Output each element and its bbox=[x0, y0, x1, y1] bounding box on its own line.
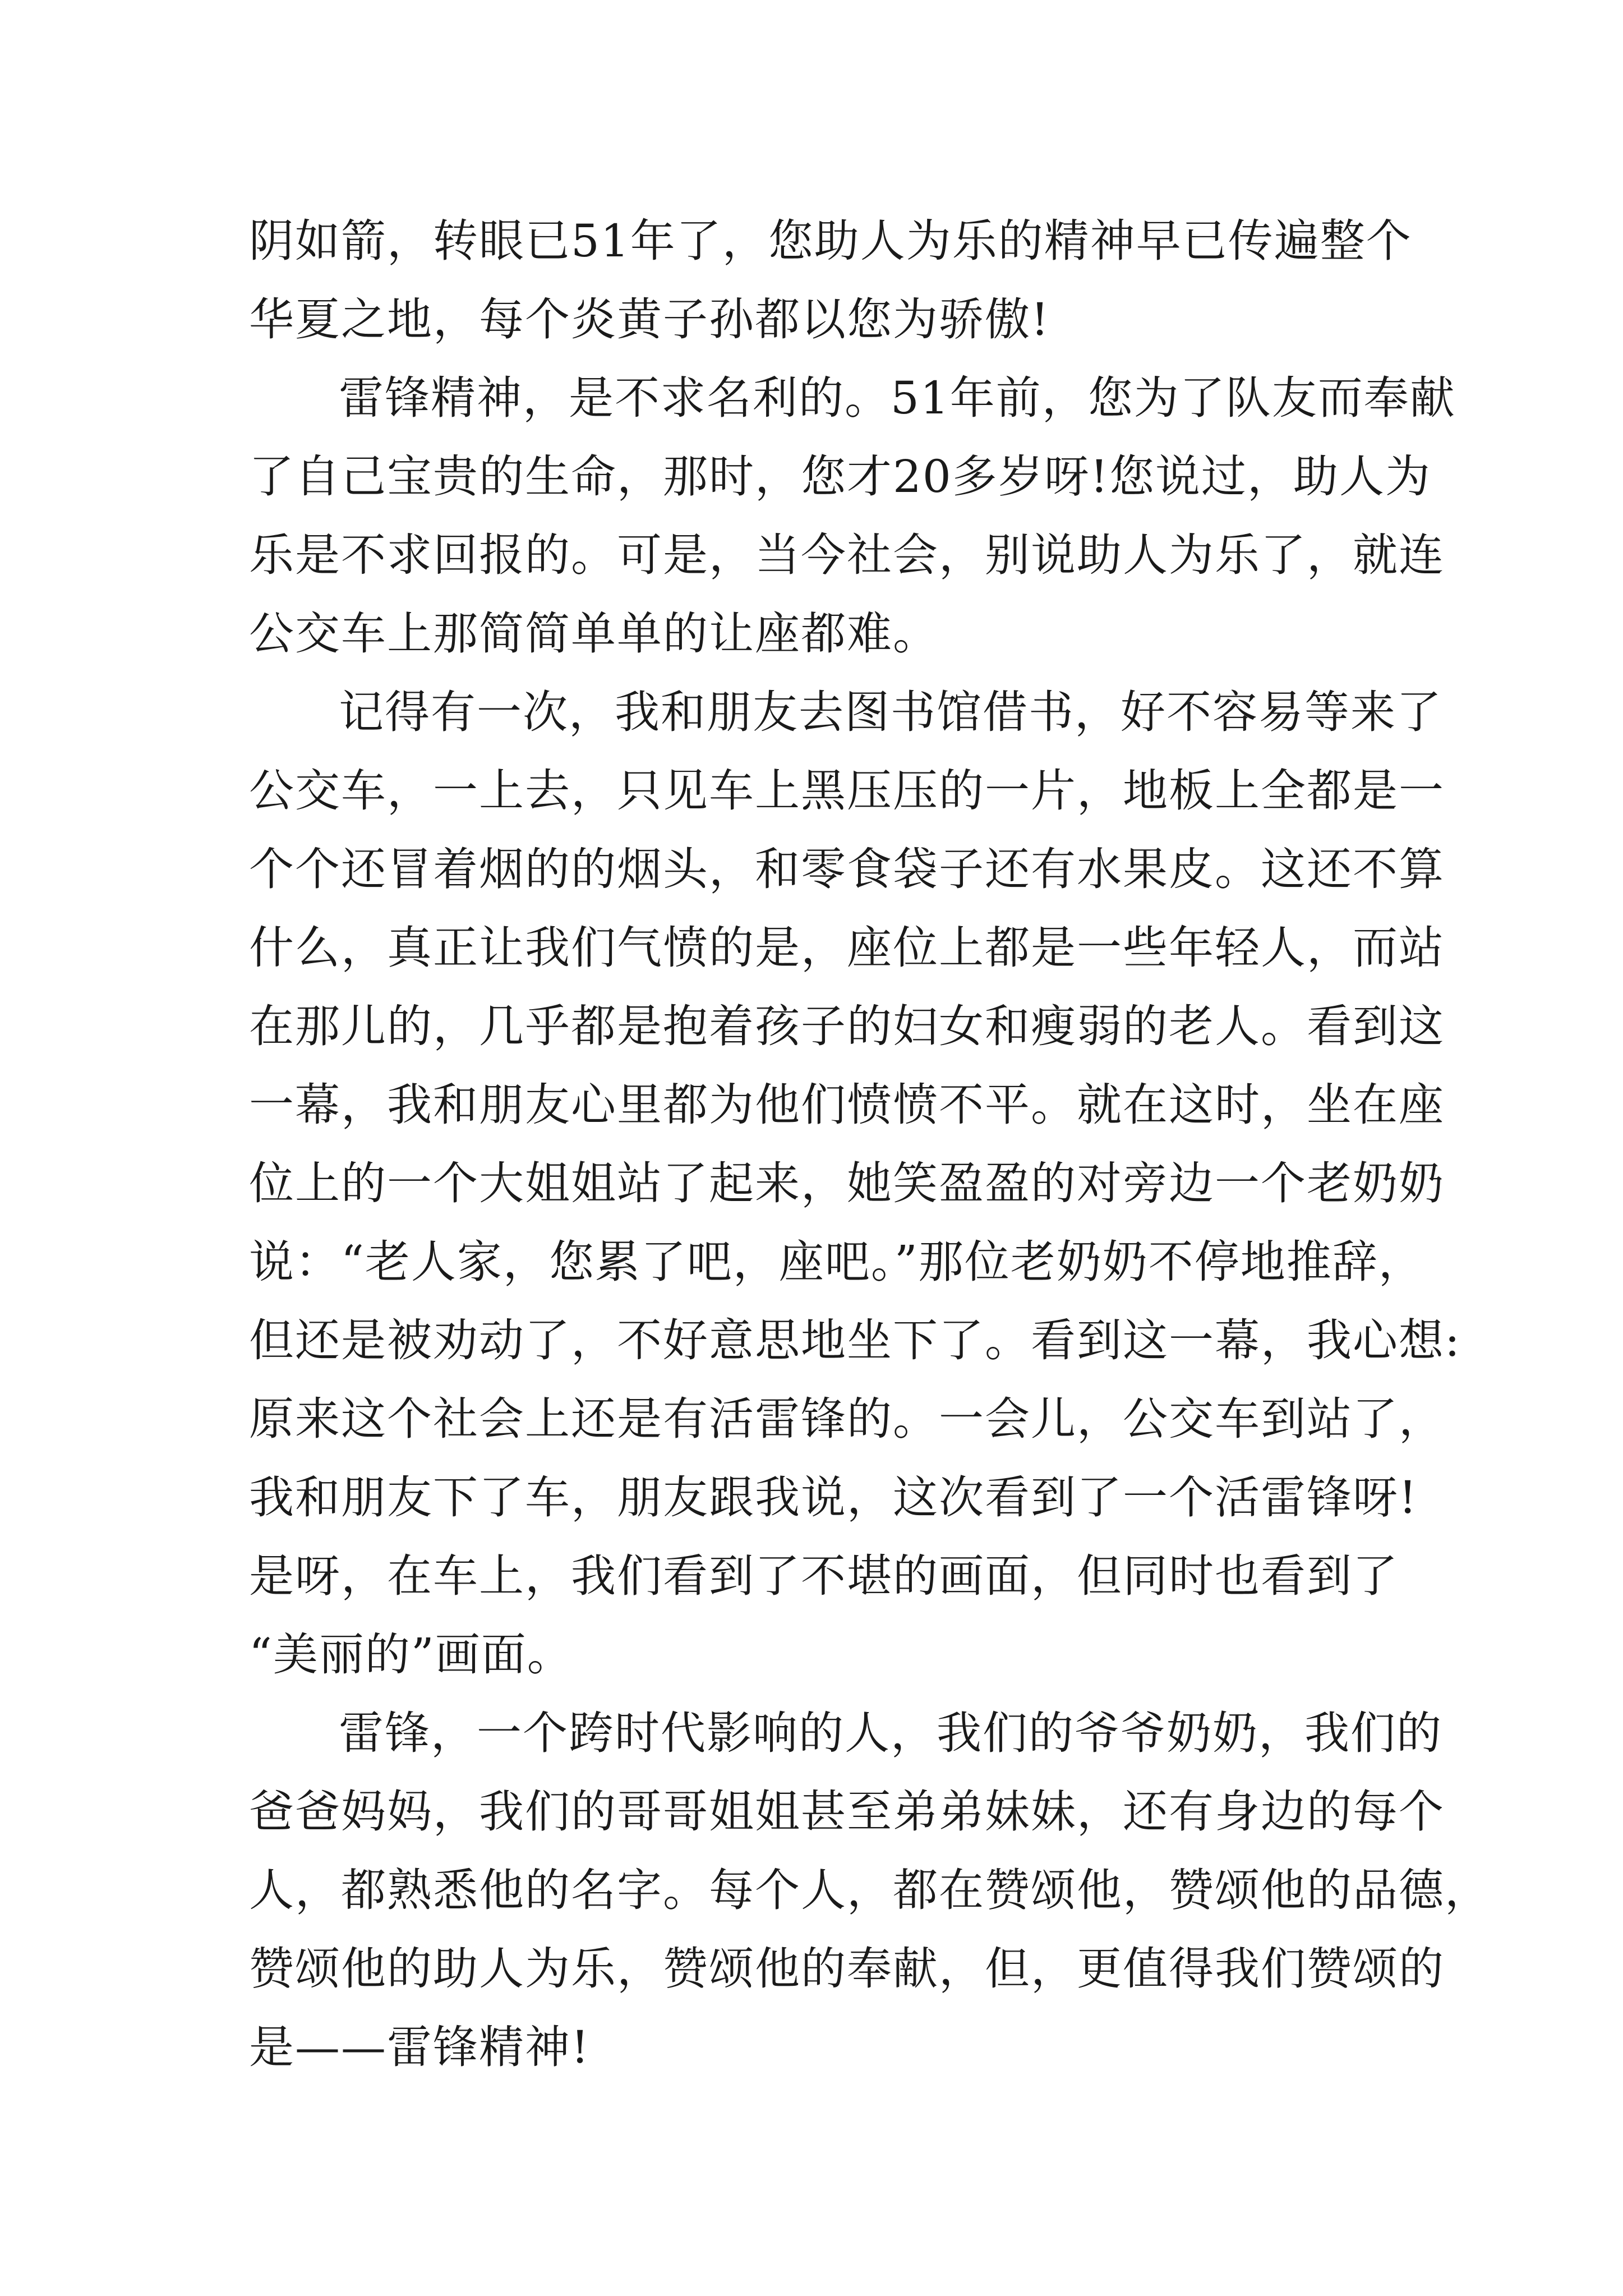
text-line: 公交车上那简简单单的让座都难。 bbox=[249, 608, 939, 660]
text-line: 一幕，我和朋友心里都为他们愤愤不平。就在这时，坐在座 bbox=[249, 1079, 1445, 1131]
text-line: 位上的一个大姐姐站了起来，她笑盈盈的对旁边一个老奶奶 bbox=[249, 1157, 1445, 1209]
text-line: 乐是不求回报的。可是，当今社会，别说助人为乐了，就连 bbox=[249, 529, 1445, 581]
paragraph-start-line: 雷锋，一个跨时代影响的人，我们的爷爷奶奶，我们的 bbox=[339, 1707, 1442, 1759]
text-line: 我和朋友下了车，朋友跟我说，这次看到了一个活雷锋呀! bbox=[249, 1471, 1418, 1524]
paragraph-start-line: 记得有一次，我和朋友去图书馆借书，好不容易等来了 bbox=[339, 686, 1442, 738]
text-line: 在那儿的，几乎都是抱着孩子的妇女和瘦弱的老人。看到这 bbox=[249, 1000, 1445, 1052]
text-line: 爸爸妈妈，我们的哥哥姐姐甚至弟弟妹妹，还有身边的每个 bbox=[249, 1786, 1445, 1838]
text-line: 个个还冒着烟的的烟头，和零食袋子还有水果皮。这还不算 bbox=[249, 843, 1445, 895]
text-line: 了自己宝贵的生命，那时，您才20多岁呀!您说过，助人为 bbox=[249, 450, 1431, 503]
text-line: 赞颂他的助人为乐，赞颂他的奉献，但，更值得我们赞颂的 bbox=[249, 1943, 1445, 1995]
text-line: 是——雷锋精神! bbox=[249, 2021, 591, 2073]
text-line: 人，都熟悉他的名字。每个人，都在赞颂他，赞颂他的品德， bbox=[249, 1864, 1491, 1916]
text-line: 什么，真正让我们气愤的是，座位上都是一些年轻人，而站 bbox=[249, 922, 1445, 974]
text-line: 但还是被劝动了，不好意思地坐下了。看到这一幕，我心想: bbox=[249, 1314, 1461, 1366]
text-line: 说：“老人家，您累了吧，座吧。”那位老奶奶不停地推辞， bbox=[249, 1236, 1424, 1288]
paragraph-start-line: 雷锋精神，是不求名利的。51年前，您为了队友而奉献 bbox=[339, 372, 1456, 424]
text-line: 阴如箭，转眼已51年了，您助人为乐的精神早已传遍整个 bbox=[249, 215, 1412, 267]
text-line: 是呀，在车上，我们看到了不堪的画面，但同时也看到了 bbox=[249, 1550, 1399, 1602]
text-line: “美丽的”画面。 bbox=[249, 1628, 573, 1681]
article-body bbox=[249, 202, 1491, 2087]
text-line: 华夏之地，每个炎黄子孙都以您为骄傲! bbox=[249, 293, 1050, 346]
text-line: 原来这个社会上还是有活雷锋的。一会儿，公交车到站了， bbox=[249, 1393, 1445, 1445]
text-line: 公交车，一上去，只见车上黑压压的一片，地板上全都是一 bbox=[249, 765, 1445, 817]
